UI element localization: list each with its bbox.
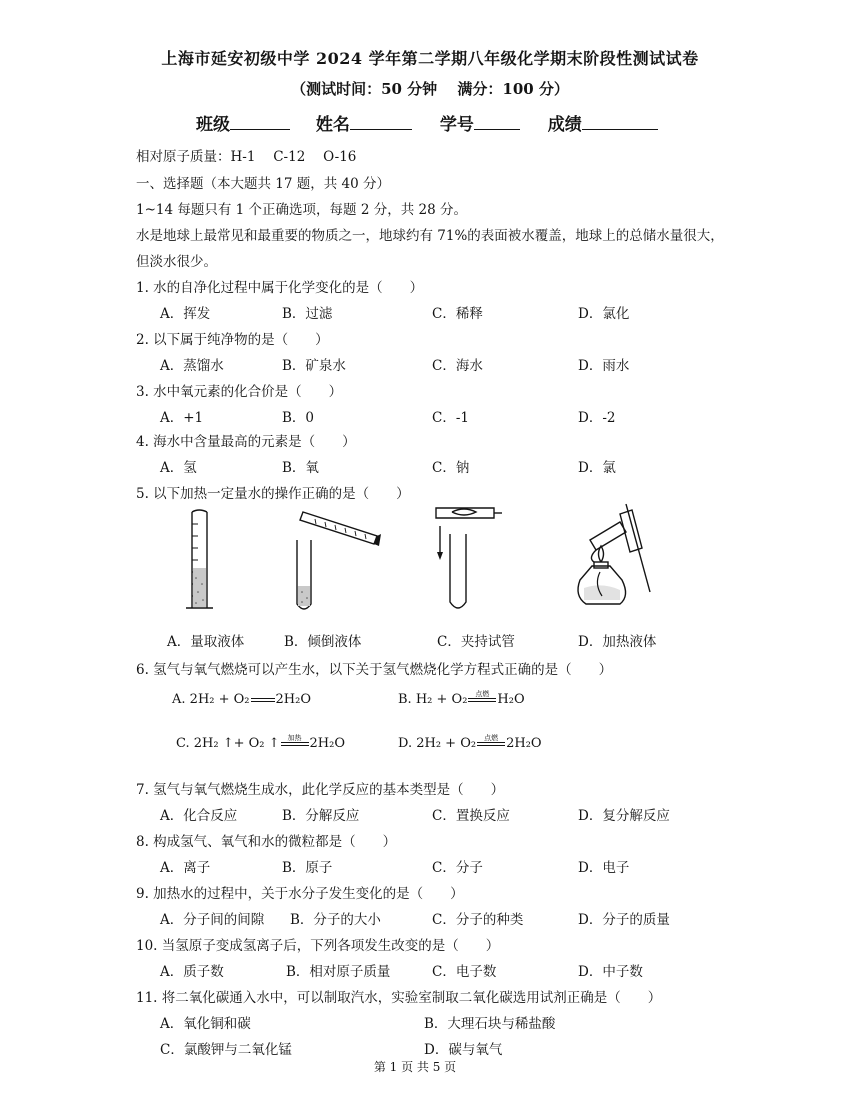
question-9-stem: 9. 加热水的过程中，关于水分子发生变化的是（ ） [136,886,464,902]
test-tube-holder-figure [432,500,504,616]
atomic-mass-line: 相对原子质量：H-1 C-12 O-16 [136,149,357,165]
question-5-option-c[interactable]: C．夹持试管 [437,634,515,650]
question-7-option-c[interactable]: C．置换反应 [432,808,510,824]
question-8-option-a[interactable]: A．离子 [160,860,211,876]
question-9-option-b[interactable]: B．分子的大小 [290,912,381,928]
question-11-option-c[interactable]: C．氯酸钾与二氧化锰 [160,1042,292,1058]
exam-title: 上海市延安初级中学 2024 学年第二学期八年级化学期末阶段性测试试卷 [161,49,699,68]
question-11-stem: 11. 将二氧化碳通入水中，可以制取汽水，实验室制取二氧化碳选用试剂正确是（ ） [136,990,662,1006]
question-1-option-d[interactable]: D．氯化 [578,306,630,322]
heating-liquid-figure [566,500,666,616]
question-4-stem: 4. 海水中含量最高的元素是（ ） [136,434,356,450]
question-11-option-d[interactable]: D．碳与氧气 [424,1042,503,1058]
question-5-option-a[interactable]: A．量取液体 [167,634,245,650]
section-title: 一、选择题（本大题共 17 题，共 40 分） [136,176,391,192]
question-1-stem: 1. 水的自净化过程中属于化学变化的是（ ） [136,280,424,296]
intro-line-2: 但淡水很少。 [136,254,217,270]
question-11-option-b[interactable]: B．大理石块与稀盐酸 [424,1016,556,1032]
class-label: 班级 [196,115,230,135]
measuring-cylinder-figure [180,508,230,616]
student-info-row [196,110,658,135]
question-5-option-b[interactable]: B．倾倒液体 [284,634,362,650]
student-id-blank[interactable] [474,115,520,130]
question-10-stem: 10. 当氢原子变成氢离子后，下列各项发生改变的是（ ） [136,938,500,954]
question-2-option-d[interactable]: D．雨水 [578,358,630,374]
class-blank[interactable] [230,115,290,130]
question-4-option-c[interactable]: C．钠 [432,460,470,476]
question-6-option-b[interactable]: B. H₂ + O₂ 点燃 H₂O [398,690,525,707]
question-7-stem: 7. 氢气与氧气燃烧生成水，此化学反应的基本类型是（ ） [136,782,505,798]
question-3-option-c[interactable]: C．-1 [432,410,469,426]
score-label: 成绩 [547,115,582,135]
question-1-option-c[interactable]: C．稀释 [432,306,483,322]
pouring-liquid-figure [285,504,385,616]
question-6-option-d[interactable]: D. 2H₂ + O₂ 点燃 2H₂O [398,734,542,751]
question-2-option-c[interactable]: C．海水 [432,358,483,374]
question-3-option-d[interactable]: D．-2 [578,410,616,426]
question-8-option-b[interactable]: B．原子 [282,860,333,876]
question-9-option-d[interactable]: D．分子的质量 [578,912,670,928]
name-blank[interactable] [350,115,412,130]
question-6-option-c[interactable]: C. 2H₂ ↑+ O₂ ↑ 加热 2H₂O [176,734,346,751]
question-4-option-b[interactable]: B．氧 [282,460,319,476]
question-2-option-b[interactable]: B．矿泉水 [282,358,346,374]
question-7-option-d[interactable]: D．复分解反应 [578,808,670,824]
question-3-stem: 3. 水中氧元素的化合价是（ ） [136,384,343,400]
question-10-option-d[interactable]: D．中子数 [578,964,643,980]
page-footer: 第 1 页 共 5 页 [373,1060,457,1074]
question-9-option-c[interactable]: C．分子的种类 [432,912,524,928]
student-id-label: 学号 [439,115,474,135]
question-6-stem: 6. 氢气与氧气燃烧可以产生水，以下关于氢气燃烧化学方程式正确的是（ ） [136,662,613,678]
question-6-option-a[interactable]: A. 2H₂ + O₂ 2H₂O [172,692,312,707]
question-4-option-d[interactable]: D．氯 [578,460,616,476]
question-3-option-b[interactable]: B．0 [282,410,315,426]
question-3-option-a[interactable]: A．+1 [160,410,204,426]
section-instruction: 1~14 每题只有 1 个正确选项，每题 2 分，共 28 分。 [136,202,467,218]
question-10-option-c[interactable]: C．电子数 [432,964,497,980]
score-blank[interactable] [582,115,658,130]
exam-subtitle: （测试时间：50 分钟 满分：100 分） [291,80,569,98]
question-8-option-d[interactable]: D．电子 [578,860,630,876]
question-2-option-a[interactable]: A．蒸馏水 [160,358,224,374]
question-8-option-c[interactable]: C．分子 [432,860,483,876]
question-7-option-b[interactable]: B．分解反应 [282,808,360,824]
name-label: 姓名 [315,115,350,135]
question-8-stem: 8. 构成氢气、氧气和水的微粒都是（ ） [136,834,397,850]
question-2-stem: 2. 以下属于纯净物的是（ ） [136,332,329,348]
question-10-option-b[interactable]: B．相对原子质量 [286,964,391,980]
question-10-option-a[interactable]: A．质子数 [160,964,224,980]
question-9-option-a[interactable]: A．分子间的间隙 [160,912,265,928]
intro-line-1: 水是地球上最常见和最重要的物质之一，地球约有 71%的表面被水覆盖，地球上的总储水量很大， [136,228,724,244]
question-1-option-b[interactable]: B．过滤 [282,306,333,322]
question-7-option-a[interactable]: A．化合反应 [160,808,238,824]
question-1-option-a[interactable]: A．挥发 [160,306,211,322]
question-4-option-a[interactable]: A．氢 [160,460,197,476]
question-5-stem: 5. 以下加热一定量水的操作正确的是（ ） [136,486,410,502]
question-11-option-a[interactable]: A．氧化铜和碳 [160,1016,251,1032]
question-5-option-d[interactable]: D．加热液体 [578,634,657,650]
